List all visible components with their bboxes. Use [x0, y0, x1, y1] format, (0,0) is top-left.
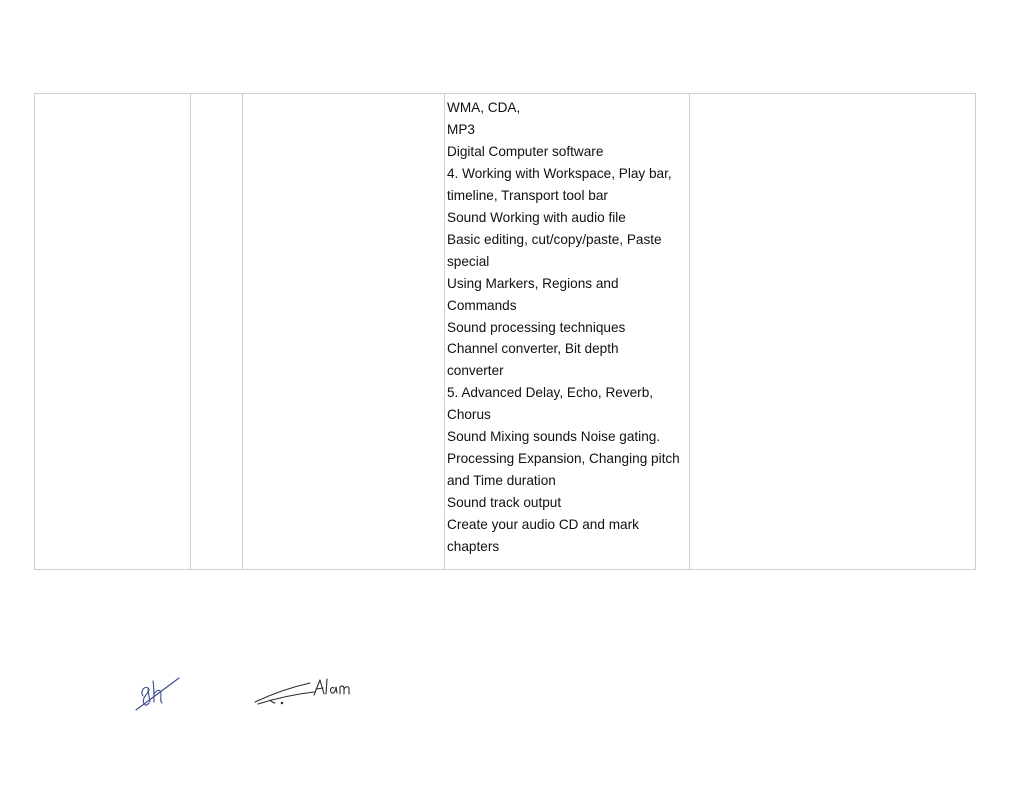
topic-line: Basic editing, cut/copy/paste, Paste	[447, 231, 662, 247]
table-cell-2	[191, 94, 243, 570]
topic-line: 5. Advanced Delay, Echo, Reverb,	[447, 385, 654, 401]
topic-line: Chorus	[447, 407, 491, 423]
signature-ink-1	[136, 678, 179, 710]
table-row	[35, 94, 976, 570]
topic-line: Sound processing techniques	[447, 319, 626, 335]
topic-line: timeline, Transport tool bar	[447, 187, 608, 203]
topic-line: Sound Working with audio file	[447, 209, 626, 225]
course-topics	[445, 94, 689, 558]
signature-ink-2	[255, 679, 349, 704]
topic-line: WMA, CDA,	[447, 100, 521, 115]
topic-line: Processing Expansion, Changing pitch	[447, 451, 680, 467]
topic-line: and Time duration	[447, 473, 556, 489]
table-cell-3	[243, 94, 445, 570]
topic-line: Commands	[447, 297, 517, 313]
topic-line: MP3	[447, 121, 475, 137]
topic-line: 4. Working with Workspace, Play bar,	[447, 165, 672, 181]
topic-line: Sound Mixing sounds Noise gating.	[447, 429, 661, 445]
topic-line: Sound track output	[447, 495, 562, 511]
topic-line: special	[447, 253, 490, 269]
topic-line: Create your audio CD and mark	[447, 517, 639, 533]
topic-line: Using Markers, Regions and	[447, 275, 619, 291]
topic-line: chapters	[447, 539, 500, 555]
topic-line: Channel converter, Bit depth	[447, 341, 619, 357]
signature-icon	[252, 674, 356, 708]
topic-line: Digital Computer software	[447, 143, 604, 159]
table-cell-4	[445, 94, 690, 570]
table-cell-1	[35, 94, 191, 570]
syllabus-table	[34, 93, 976, 570]
signature-icon	[133, 672, 183, 714]
topic-line: converter	[447, 363, 504, 379]
table-cell-5	[690, 94, 976, 570]
